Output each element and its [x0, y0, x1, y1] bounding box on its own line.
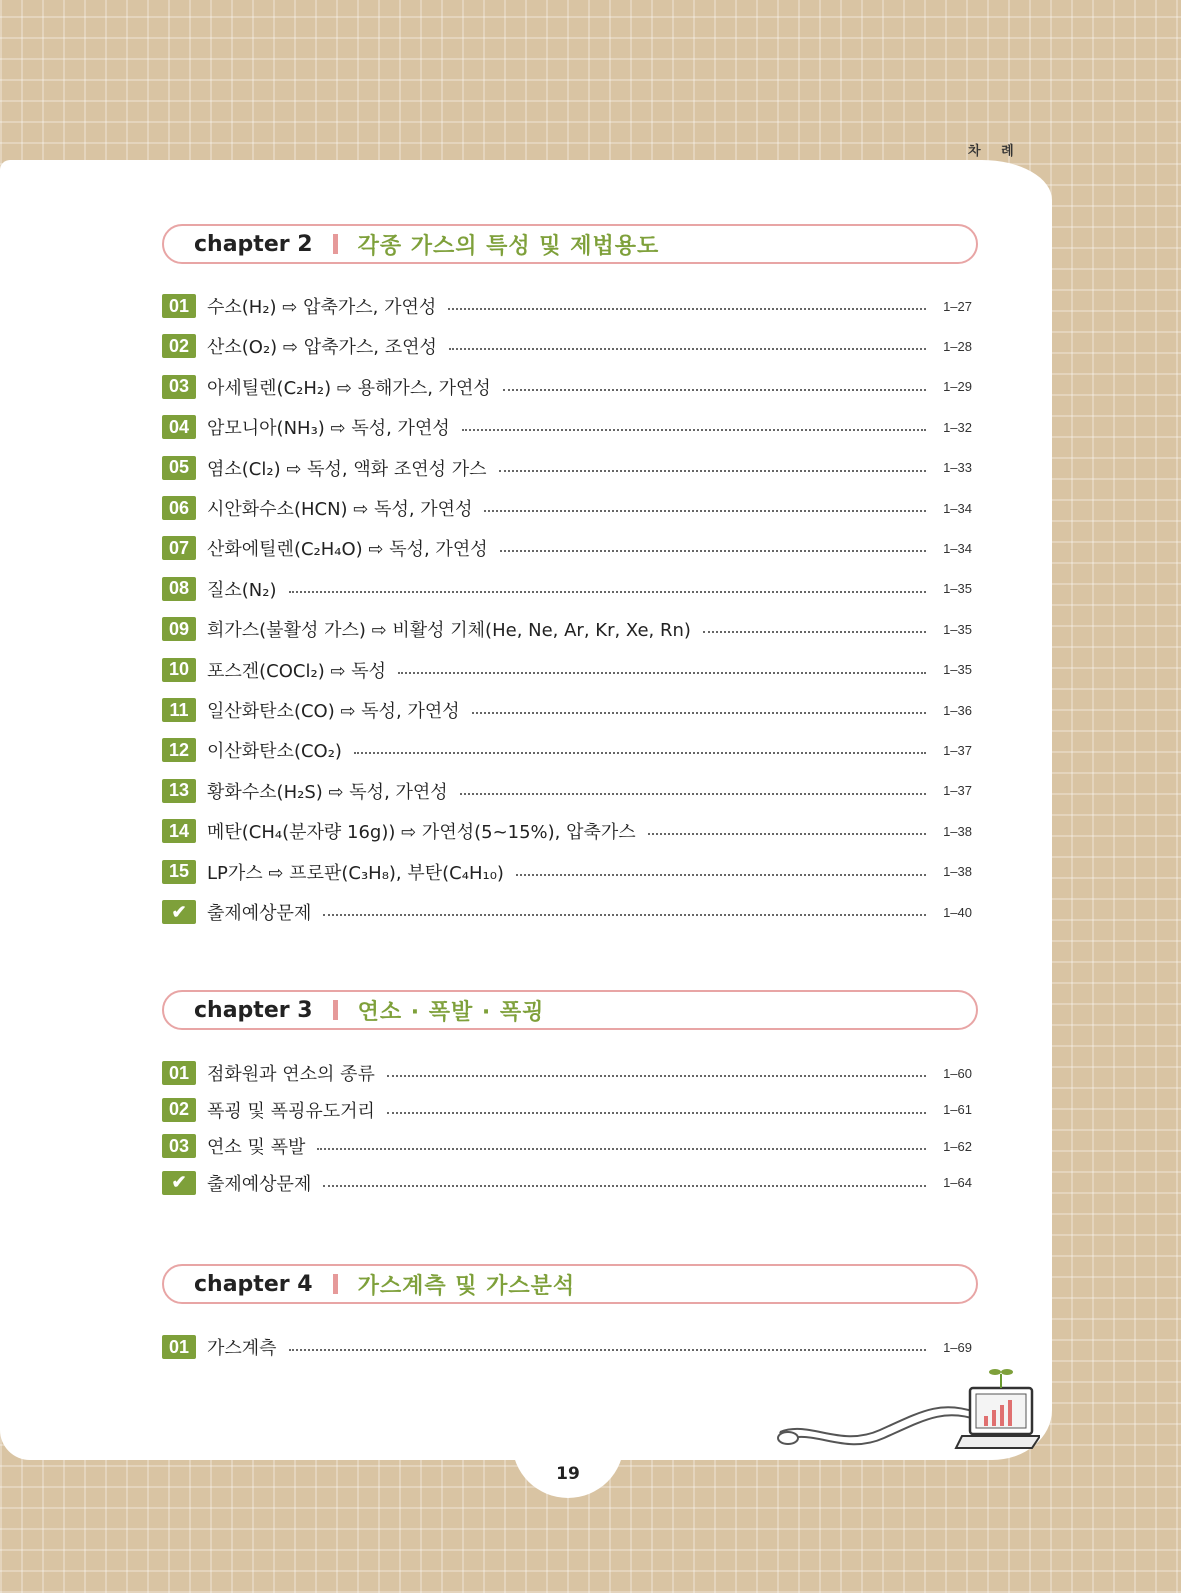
entry-title: 일산화탄소(CO) ⇨ 독성, 가연성 [207, 701, 460, 722]
entry-page-number: 1–37 [943, 742, 972, 758]
chapter-2-header[interactable] [162, 224, 978, 264]
toc-entry[interactable] [162, 737, 972, 763]
entry-page-number: 1–40 [943, 904, 972, 920]
entry-number-badge: 14 [162, 819, 196, 843]
entry-page-number: 1–61 [943, 1102, 972, 1117]
entry-number-badge: 13 [162, 779, 196, 803]
chapter-title: 연소 · 폭발 · 폭굉 [357, 999, 545, 1025]
entry-page-number: 1–36 [943, 702, 972, 718]
dot-leader [289, 591, 926, 593]
entry-page-number: 1–37 [943, 783, 972, 799]
laptop-illustration-icon [770, 1360, 1040, 1470]
dot-leader [317, 1148, 926, 1150]
entry-title: 메탄(CH₄(분자량 16g)) ⇨ 가연성(5~15%), 압축가스 [207, 822, 636, 844]
entry-title: 가스계측 [207, 1338, 277, 1359]
entry-number-badge: 05 [162, 456, 196, 480]
toc-entry[interactable] [162, 818, 972, 844]
toc-entry[interactable] [162, 495, 972, 521]
entry-number-badge: 12 [162, 738, 196, 762]
entry-title: 연소 및 폭발 [207, 1137, 306, 1158]
entry-number-badge: 06 [162, 496, 196, 520]
toc-entry[interactable] [162, 455, 972, 481]
dot-leader [462, 429, 926, 431]
entry-title: 수소(H₂) ⇨ 압축가스, 가연성 [207, 297, 437, 318]
entry-page-number: 1–32 [943, 419, 972, 435]
entry-title: 점화원과 연소의 종류 [207, 1064, 375, 1085]
toc-entry[interactable] [162, 859, 972, 885]
entry-page-number: 1–69 [943, 1339, 972, 1355]
chapter-label: chapter 3 [194, 997, 313, 1023]
dot-leader [354, 752, 926, 754]
entry-title: 황화수소(H₂S) ⇨ 독성, 가연성 [207, 781, 448, 803]
entry-title: 희가스(불활성 가스) ⇨ 비활성 기체(He, Ne, Ar, Kr, Xe, Rn) [207, 620, 691, 642]
entry-page-number: 1–35 [943, 581, 972, 597]
entry-number-badge: 03 [162, 1134, 196, 1158]
toc-entry[interactable] [162, 293, 972, 319]
toc-entry[interactable] [162, 616, 972, 642]
toc-entry[interactable] [162, 1097, 972, 1123]
chapter-separator [333, 234, 338, 254]
page-number: 19 [556, 1464, 580, 1484]
toc-entry[interactable] [162, 697, 972, 723]
toc-entry[interactable] [162, 333, 972, 359]
entry-title: 이산화탄소(CO₂) [207, 741, 342, 763]
entry-title: 출제예상문제 [207, 1173, 312, 1195]
dot-leader [460, 793, 926, 795]
chapter-title: 각종 가스의 특성 및 제법용도 [357, 233, 660, 259]
entry-page-number: 1–27 [943, 298, 972, 314]
entry-number-badge: 10 [162, 658, 196, 682]
dot-leader [387, 1112, 926, 1114]
entry-number-badge: 09 [162, 617, 196, 641]
entry-title: LP가스 ⇨ 프로판(C₃H₈), 부탄(C₄H₁₀) [207, 862, 504, 884]
toc-entry[interactable] [162, 576, 972, 602]
entry-page-number: 1–29 [943, 379, 972, 395]
entry-title: 암모니아(NH₃) ⇨ 독성, 가연성 [207, 418, 450, 440]
dot-leader [500, 550, 926, 552]
entry-title: 산화에틸렌(C₂H₄O) ⇨ 독성, 가연성 [207, 539, 488, 561]
entry-number-badge: 03 [162, 375, 196, 399]
toc-entry[interactable] [162, 1133, 972, 1159]
entry-page-number: 1–62 [943, 1138, 972, 1154]
entry-number-badge: 01 [162, 294, 196, 318]
toc-entry[interactable] [162, 414, 972, 440]
entry-page-number: 1–33 [943, 460, 972, 476]
entry-page-number: 1–38 [943, 823, 972, 839]
chapter-label: chapter 2 [194, 231, 313, 257]
check-badge-icon: ✔ [162, 900, 196, 924]
entry-page-number: 1–60 [943, 1065, 972, 1081]
entry-title: 폭굉 및 폭굉유도거리 [207, 1100, 375, 1122]
entry-number-badge: 01 [162, 1061, 196, 1085]
chapter-4-header[interactable] [162, 1264, 978, 1304]
chapter-3-header[interactable] [162, 990, 978, 1030]
dot-leader [516, 874, 926, 876]
dot-leader [499, 470, 926, 472]
dot-leader [703, 631, 926, 633]
entry-title: 아세틸렌(C₂H₂) ⇨ 용해가스, 가연성 [207, 377, 491, 399]
check-badge-icon: ✔ [162, 1171, 196, 1195]
toc-entry[interactable] [162, 1334, 972, 1360]
toc-entry[interactable] [162, 899, 972, 925]
entry-page-number: 1–35 [943, 662, 972, 678]
dot-leader [484, 510, 926, 512]
dot-leader [449, 348, 926, 350]
entry-number-badge: 07 [162, 536, 196, 560]
entry-title: 포스겐(COCl₂) ⇨ 독성 [207, 660, 387, 682]
entry-page-number: 1–34 [943, 500, 972, 516]
entry-title: 염소(Cl₂) ⇨ 독성, 액화 조연성 가스 [207, 458, 487, 480]
dot-leader [387, 1075, 926, 1077]
chapter-label: chapter 4 [194, 1271, 313, 1297]
entry-number-badge: 04 [162, 415, 196, 439]
toc-entry[interactable] [162, 1060, 972, 1086]
entry-page-number: 1–28 [943, 338, 972, 354]
contents-label: 차 례 [968, 144, 1022, 159]
dot-leader [323, 1185, 926, 1187]
dot-leader [648, 833, 926, 835]
entry-number-badge: 15 [162, 860, 196, 884]
entry-title: 출제예상문제 [207, 903, 312, 924]
dot-leader [472, 712, 926, 714]
toc-entry[interactable] [162, 778, 972, 804]
dot-leader [323, 914, 926, 916]
entry-number-badge: 01 [162, 1335, 196, 1359]
entry-number-badge: 11 [162, 698, 196, 722]
toc-entry[interactable] [162, 657, 972, 683]
entry-page-number: 1–64 [943, 1175, 972, 1190]
dot-leader [448, 308, 926, 310]
chapter-separator [333, 1274, 338, 1294]
toc-entry[interactable] [162, 535, 972, 561]
entry-title: 질소(N₂) [207, 579, 277, 601]
chapter-title: 가스계측 및 가스분석 [357, 1273, 576, 1299]
entry-number-badge: 02 [162, 1098, 196, 1122]
toc-entry[interactable] [162, 374, 972, 400]
entry-page-number: 1–35 [943, 621, 972, 637]
entry-number-badge: 08 [162, 577, 196, 601]
entry-page-number: 1–34 [943, 540, 972, 556]
entry-page-number: 1–38 [943, 864, 972, 880]
entry-title: 산소(O₂) ⇨ 압축가스, 조연성 [207, 337, 437, 359]
entry-title: 시안화수소(HCN) ⇨ 독성, 가연성 [207, 499, 473, 520]
entry-number-badge: 02 [162, 334, 196, 358]
chapter-separator [333, 1000, 338, 1020]
toc-entry[interactable] [162, 1170, 972, 1196]
dot-leader [289, 1349, 926, 1351]
dot-leader [503, 389, 926, 391]
dot-leader [398, 672, 926, 674]
